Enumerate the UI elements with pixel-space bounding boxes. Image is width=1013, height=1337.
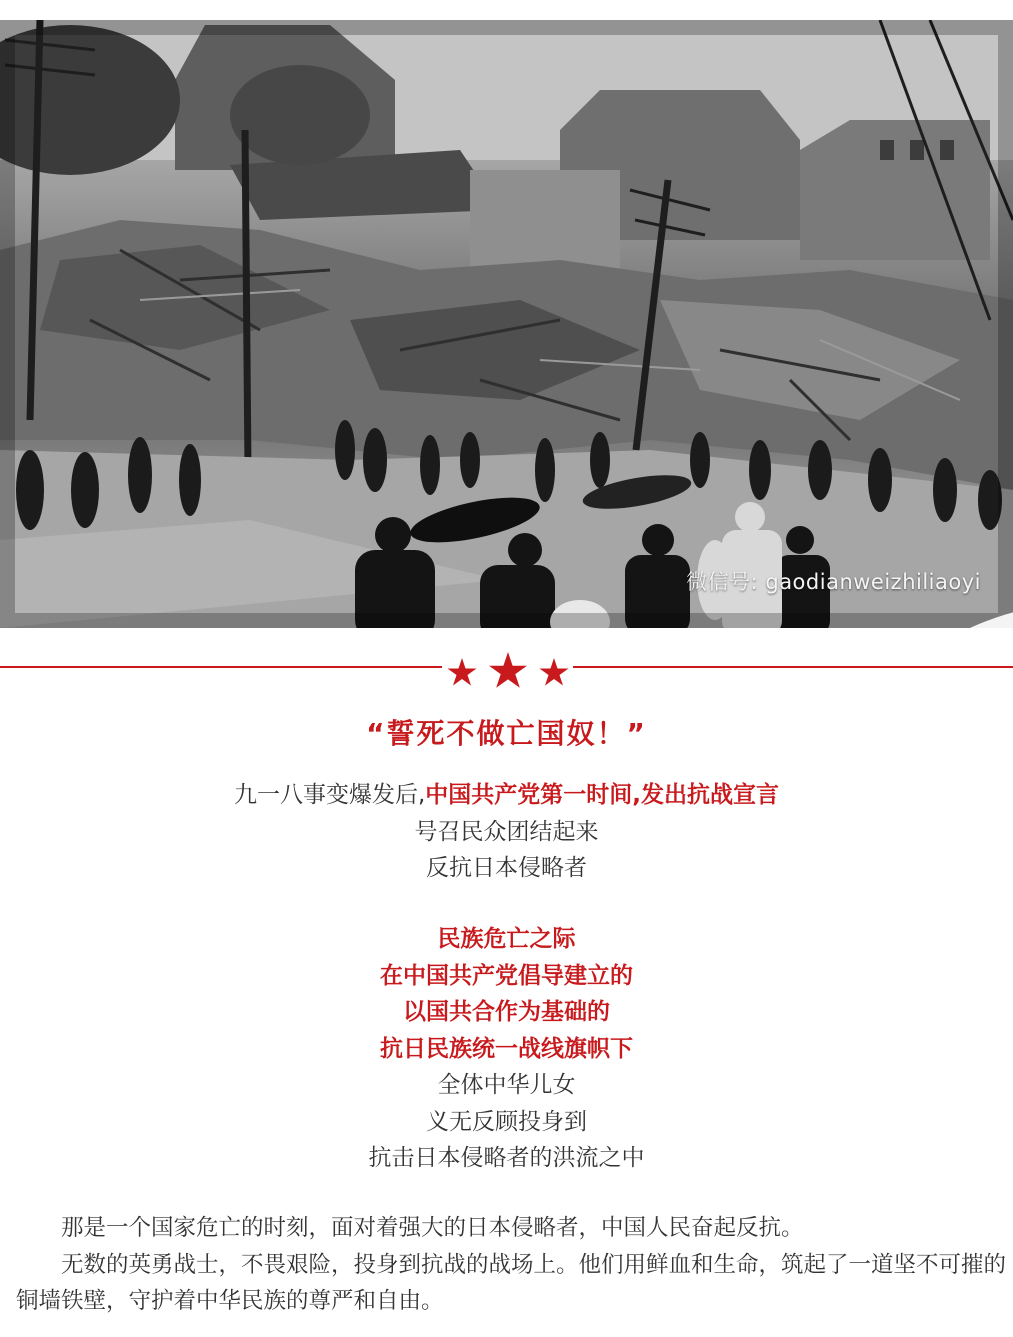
intro-line-2: 号召民众团结起来 <box>414 818 599 845</box>
intro-line-1-plain: 九一八事变爆发后, <box>233 782 426 808</box>
star-divider <box>0 646 1013 696</box>
intro-line-1 <box>0 777 1013 814</box>
body-line: 抗击日本侵略者的洪流之中 <box>368 1145 645 1171</box>
photo-watermark <box>686 566 981 596</box>
body-paragraph-2: 无数的英勇战士，不畏艰险，投身到抗战的战场上。他们用鲜血和生命，筑起了一道坚不可摧的铜墙铁壁，守护着中华民族的尊严和自由。 <box>16 1252 1007 1314</box>
photograph-icon <box>0 20 1013 628</box>
divider-line-right <box>573 666 1013 668</box>
emphasis-line: 抗日民族统一战线旗帜下 <box>380 1035 633 1062</box>
emphasis-line: 民族危亡之际 <box>437 926 576 952</box>
emphasis-line: 在中国共产党倡导建立的 <box>380 962 633 989</box>
emphasis-line: 以国共合作为基础的 <box>403 999 610 1025</box>
watermark-text: 微信号: gaodianweizhiliaoyi <box>686 570 981 594</box>
body-paragraph-1: 那是一个国家危亡的时刻，面对着强大的日本侵略者，中国人民奋起反抗。 <box>61 1215 804 1241</box>
intro-block <box>0 777 1013 887</box>
body-line: 全体中华儿女 <box>437 1072 576 1098</box>
historical-photo <box>0 20 1013 628</box>
united-front-block <box>0 921 1013 1177</box>
three-stars-icon <box>444 650 572 694</box>
wechat-icon <box>686 566 1013 628</box>
intro-line-1-emphasis: 中国共产党第一时间,发出抗战宣言 <box>425 782 780 808</box>
intro-line-3: 反抗日本侵略者 <box>426 855 587 881</box>
divider-line-left <box>0 666 442 668</box>
body-line: 义无反顾投身到 <box>426 1108 587 1135</box>
headline: “誓死不做亡国奴！” <box>366 717 647 750</box>
